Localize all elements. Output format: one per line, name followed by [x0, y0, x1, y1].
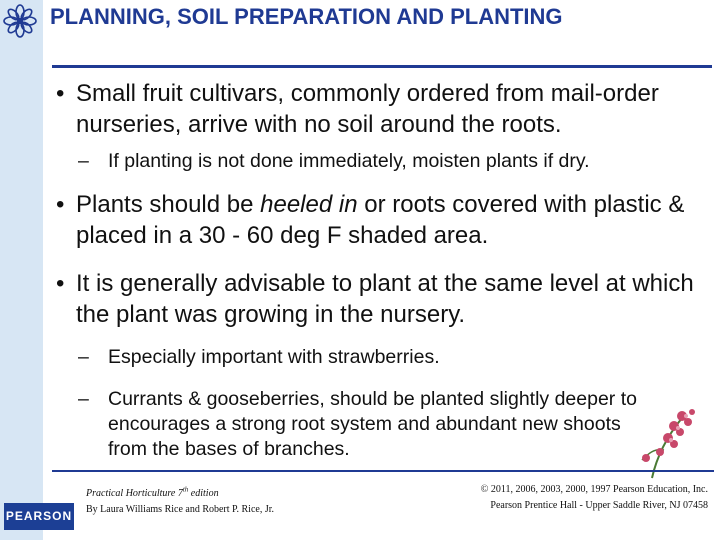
footer-divider: [52, 470, 714, 472]
bullet-item: [50, 268, 715, 330]
sub-bullet-item: [50, 149, 715, 174]
bullet-text: Small fruit cultivars, commonly ordered from mail-order nurseries, arrive with no soil around the roots.: [76, 80, 659, 138]
bullet-marker: •: [56, 270, 65, 297]
footer-edition-sup: th: [182, 486, 189, 494]
sub-bullet-marker: –: [78, 346, 89, 368]
page-title: PLANNING, SOIL PREPARATION AND PLANTING: [50, 4, 563, 29]
bullet-text-start: Plants should be: [76, 191, 261, 218]
bullet-marker: •: [56, 80, 65, 107]
slide-body: [50, 78, 715, 462]
bullet-marker: •: [56, 191, 65, 218]
bullet-text-end: or roots covered with plastic & placed in a 30 - 60 deg F shaded area.: [76, 191, 685, 249]
bullet-item: [50, 189, 715, 251]
sub-bullet-marker: –: [78, 388, 89, 410]
orchid-flower-icon: [630, 400, 710, 480]
bullet-item: [50, 78, 715, 140]
left-sidebar-band: [0, 0, 43, 540]
bullet-text-emphasis: heeled in: [260, 191, 358, 218]
footer-authors: By Laura Williams Rice and Robert P. Rice, Jr.: [86, 504, 274, 516]
footer-book-info: [86, 482, 274, 518]
pearson-logo: PEARSON: [4, 503, 74, 530]
footer-edition-word: edition: [188, 488, 219, 500]
sub-bullet-marker: –: [78, 150, 89, 172]
sub-bullet-item: [50, 345, 715, 370]
footer-imprint: Pearson Prentice Hall - Upper Saddle River, NJ 07458: [490, 500, 708, 511]
bullet-text: It is generally advisable to plant at the same level at which the plant was growing in the nursery.: [76, 270, 694, 328]
flower-logo-icon: [3, 4, 37, 38]
footer-copyright: © 2011, 2006, 2003, 2000, 1997 Pearson Education, Inc.: [480, 484, 708, 495]
sub-bullet-text: Currants & gooseberries, should be planted slightly deeper to encourages a strong root system and abundant new shoots from the bases of branches.: [108, 388, 637, 460]
footer-book-title: Practical Horticulture 7: [86, 488, 183, 500]
sub-bullet-item: [50, 387, 715, 462]
sub-bullet-text: Especially important with strawberries.: [108, 346, 440, 368]
footer-copyright-info: [450, 482, 708, 514]
sub-bullet-text: If planting is not done immediately, moisten plants if dry.: [108, 150, 590, 172]
title-divider: [52, 65, 712, 68]
